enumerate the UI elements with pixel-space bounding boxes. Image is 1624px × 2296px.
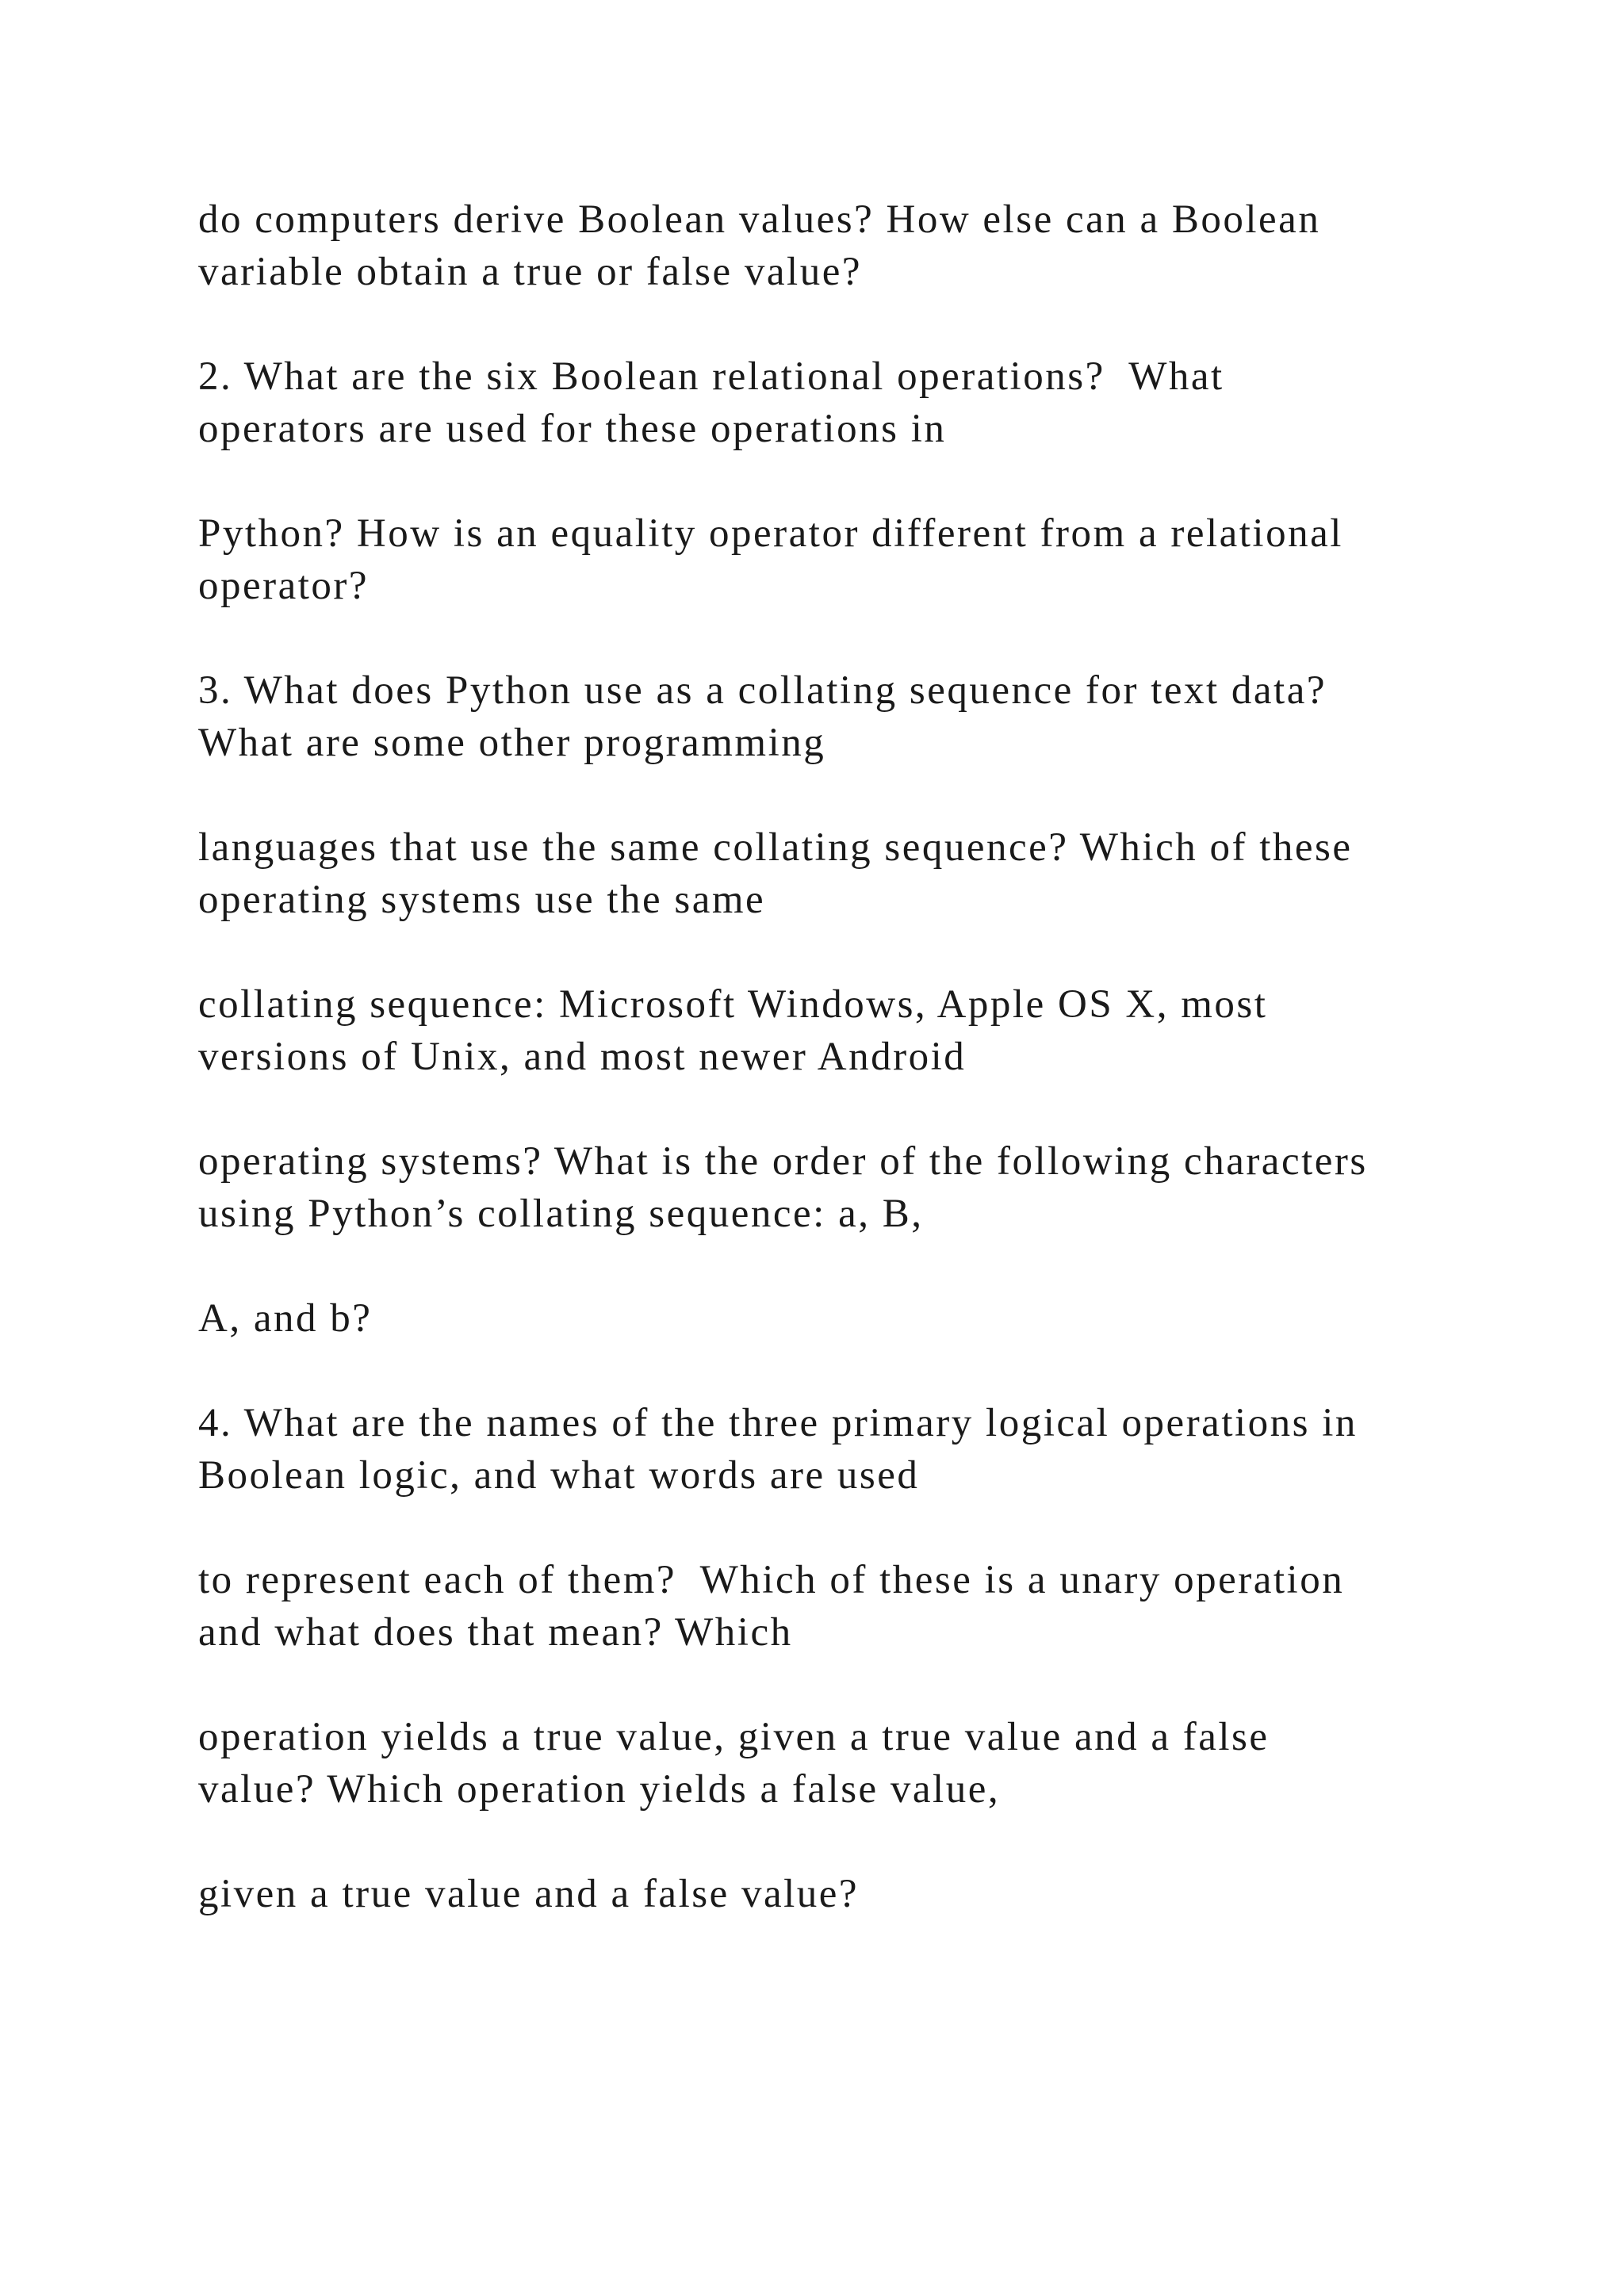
text-line: A, and b? xyxy=(198,1296,373,1341)
text-line: operator? xyxy=(198,564,370,608)
text-line: operators are used for these operations in xyxy=(198,407,947,451)
paragraph xyxy=(198,1554,1483,1659)
text-line: do computers derive Boolean values? How else can a Boolean xyxy=(198,197,1321,242)
text-line: variable obtain a true or false value? xyxy=(198,250,862,294)
paragraph xyxy=(198,1292,1483,1345)
paragraph xyxy=(198,821,1483,926)
text-line: operating systems use the same xyxy=(198,878,766,922)
paragraph xyxy=(198,1711,1483,1816)
text-line: to represent each of them? Which of these is a unary operation xyxy=(198,1558,1345,1602)
document-body xyxy=(198,193,1483,1973)
text-line: operation yields a true value, given a true value and a false xyxy=(198,1715,1270,1759)
text-line: operating systems? What is the order of the following characters xyxy=(198,1139,1368,1184)
text-line: languages that use the same collating sequence? Which of these xyxy=(198,825,1353,870)
text-line: versions of Unix, and most newer Android xyxy=(198,1035,967,1079)
paragraph xyxy=(198,507,1483,612)
paragraph xyxy=(198,1397,1483,1502)
text-line: 4. What are the names of the three primary logical operations in xyxy=(198,1401,1358,1445)
text-line: 2. What are the six Boolean relational operations? What xyxy=(198,354,1224,399)
paragraph xyxy=(198,664,1483,769)
text-line: What are some other programming xyxy=(198,721,826,765)
text-line: Python? How is an equality operator different from a relational xyxy=(198,511,1343,556)
text-line: Boolean logic, and what words are used xyxy=(198,1453,920,1498)
paragraph xyxy=(198,193,1483,298)
text-line: 3. What does Python use as a collating sequence for text data? xyxy=(198,668,1327,713)
paragraph xyxy=(198,350,1483,455)
text-line: collating sequence: Microsoft Windows, Apple OS X, most xyxy=(198,982,1268,1027)
text-line: given a true value and a false value? xyxy=(198,1872,860,1916)
text-line: using Python’s collating sequence: a, B, xyxy=(198,1192,924,1236)
paragraph xyxy=(198,1135,1483,1240)
paragraph xyxy=(198,1868,1483,1920)
text-line: value? Which operation yields a false value, xyxy=(198,1767,1001,1812)
paragraph xyxy=(198,978,1483,1083)
text-line: and what does that mean? Which xyxy=(198,1610,793,1655)
